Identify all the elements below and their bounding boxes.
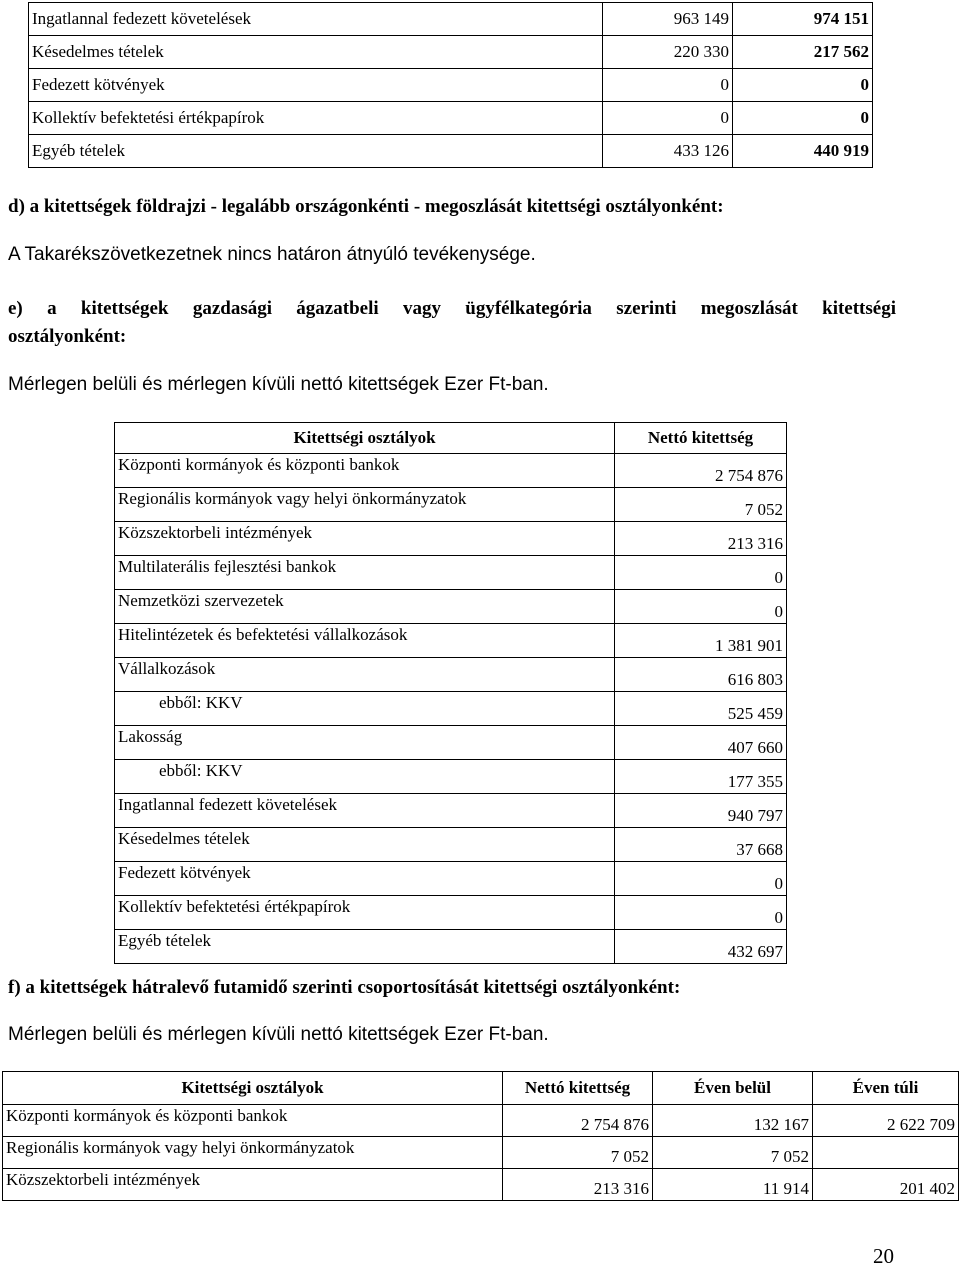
table-row — [115, 488, 787, 522]
section-e-heading-line1: e) a kitettségek gazdasági ágazatbeli vagy ügyfélkategória szerinti megoszlását kitettségi — [8, 298, 896, 319]
net-exposure-value: 213 316 — [503, 1169, 653, 1201]
net-exposure-value: 2 754 876 — [615, 454, 787, 488]
header-exposure-class: Kitettségi osztályok — [3, 1072, 503, 1105]
exposure-by-maturity-table — [2, 1071, 959, 1201]
exposure-class-label: Vállalkozások — [115, 658, 615, 692]
exposure-class-label: Kollektív befektetési értékpapírok — [115, 896, 615, 930]
value-current: 974 151 — [733, 3, 873, 36]
table-row — [115, 794, 787, 828]
row-label: Késedelmes tételek — [29, 36, 603, 69]
within-year-value: 132 167 — [653, 1105, 813, 1137]
table-row — [29, 3, 873, 36]
table-row — [115, 930, 787, 964]
net-exposure-value: 177 355 — [615, 760, 787, 794]
exposure-class-label: Hitelintézetek és befektetési vállalkozások — [115, 624, 615, 658]
row-label: Egyéb tételek — [29, 135, 603, 168]
header-net-exposure: Nettó kitettség — [503, 1072, 653, 1105]
exposure-class-label: Központi kormányok és központi bankok — [115, 454, 615, 488]
net-exposure-value: 616 803 — [615, 658, 787, 692]
table-row — [29, 36, 873, 69]
table-row — [115, 726, 787, 760]
table-row — [115, 760, 787, 794]
net-exposure-value: 0 — [615, 862, 787, 896]
section-d-heading: d) a kitettségek földrajzi - legalább országonkénti - megoszlását kitettségi osztályonként: — [8, 196, 724, 217]
net-exposure-value: 37 668 — [615, 828, 787, 862]
table-row — [115, 454, 787, 488]
value-previous: 963 149 — [603, 3, 733, 36]
net-exposure-value: 1 381 901 — [615, 624, 787, 658]
table-row — [3, 1137, 959, 1169]
exposure-class-label: Fedezett kötvények — [115, 862, 615, 896]
value-current: 217 562 — [733, 36, 873, 69]
exposure-class-label: ebből: KKV — [115, 692, 615, 726]
table-header-row — [115, 423, 787, 454]
net-exposure-value: 525 459 — [615, 692, 787, 726]
value-previous: 0 — [603, 69, 733, 102]
table-row — [29, 69, 873, 102]
net-exposure-by-class-table — [114, 422, 787, 964]
table-row — [29, 102, 873, 135]
page-number: 20 — [873, 1244, 894, 1268]
exposure-class-label: Késedelmes tételek — [115, 828, 615, 862]
row-label: Fedezett kötvények — [29, 69, 603, 102]
table-row — [115, 862, 787, 896]
net-exposure-value: 7 052 — [503, 1137, 653, 1169]
section-e-heading-line2: osztályonként: — [8, 326, 127, 347]
value-previous: 433 126 — [603, 135, 733, 168]
table-row — [29, 135, 873, 168]
table-row — [115, 658, 787, 692]
net-exposure-value: 940 797 — [615, 794, 787, 828]
value-current: 0 — [733, 69, 873, 102]
net-exposure-value: 2 754 876 — [503, 1105, 653, 1137]
exposure-table-continued — [28, 2, 873, 168]
table-header-row — [3, 1072, 959, 1105]
beyond-year-value — [813, 1137, 959, 1169]
table-row — [115, 692, 787, 726]
section-d-text: A Takarékszövetkezetnek nincs határon átnyúló tevékenysége. — [8, 244, 536, 265]
beyond-year-value: 201 402 — [813, 1169, 959, 1201]
beyond-year-value: 2 622 709 — [813, 1105, 959, 1137]
exposure-class-label: Multilaterális fejlesztési bankok — [115, 556, 615, 590]
value-previous: 220 330 — [603, 36, 733, 69]
table-row — [115, 896, 787, 930]
exposure-class-label: Közszektorbeli intézmények — [3, 1169, 503, 1201]
exposure-class-label: Nemzetközi szervezetek — [115, 590, 615, 624]
table-row — [115, 556, 787, 590]
table-row — [115, 590, 787, 624]
exposure-class-label: ebből: KKV — [115, 760, 615, 794]
table-row — [115, 624, 787, 658]
header-exposure-class: Kitettségi osztályok — [115, 423, 615, 454]
value-current: 0 — [733, 102, 873, 135]
row-label: Ingatlannal fedezett követelések — [29, 3, 603, 36]
table-row — [3, 1105, 959, 1137]
net-exposure-value: 432 697 — [615, 930, 787, 964]
exposure-class-label: Regionális kormányok vagy helyi önkormányzatok — [115, 488, 615, 522]
exposure-class-label: Központi kormányok és központi bankok — [3, 1105, 503, 1137]
table-row — [115, 828, 787, 862]
net-exposure-value: 7 052 — [615, 488, 787, 522]
exposure-class-label: Egyéb tételek — [115, 930, 615, 964]
table-row — [115, 522, 787, 556]
within-year-value: 11 914 — [653, 1169, 813, 1201]
net-exposure-value: 407 660 — [615, 726, 787, 760]
net-exposure-value: 0 — [615, 556, 787, 590]
section-e-unit-text: Mérlegen belüli és mérlegen kívüli nettó kitettségek Ezer Ft-ban. — [8, 374, 549, 395]
net-exposure-value: 0 — [615, 896, 787, 930]
within-year-value: 7 052 — [653, 1137, 813, 1169]
net-exposure-value: 213 316 — [615, 522, 787, 556]
header-within-year: Éven belül — [653, 1072, 813, 1105]
net-exposure-value: 0 — [615, 590, 787, 624]
exposure-class-label: Regionális kormányok vagy helyi önkormányzatok — [3, 1137, 503, 1169]
header-beyond-year: Éven túli — [813, 1072, 959, 1105]
exposure-class-label: Lakosság — [115, 726, 615, 760]
row-label: Kollektív befektetési értékpapírok — [29, 102, 603, 135]
exposure-class-label: Közszektorbeli intézmények — [115, 522, 615, 556]
header-net-exposure: Nettó kitettség — [615, 423, 787, 454]
value-previous: 0 — [603, 102, 733, 135]
exposure-class-label: Ingatlannal fedezett követelések — [115, 794, 615, 828]
section-f-heading: f) a kitettségek hátralevő futamidő szerinti csoportosítását kitettségi osztályonként: — [8, 977, 681, 998]
value-current: 440 919 — [733, 135, 873, 168]
table-row — [3, 1169, 959, 1201]
section-f-unit-text: Mérlegen belüli és mérlegen kívüli nettó kitettségek Ezer Ft-ban. — [8, 1024, 549, 1045]
